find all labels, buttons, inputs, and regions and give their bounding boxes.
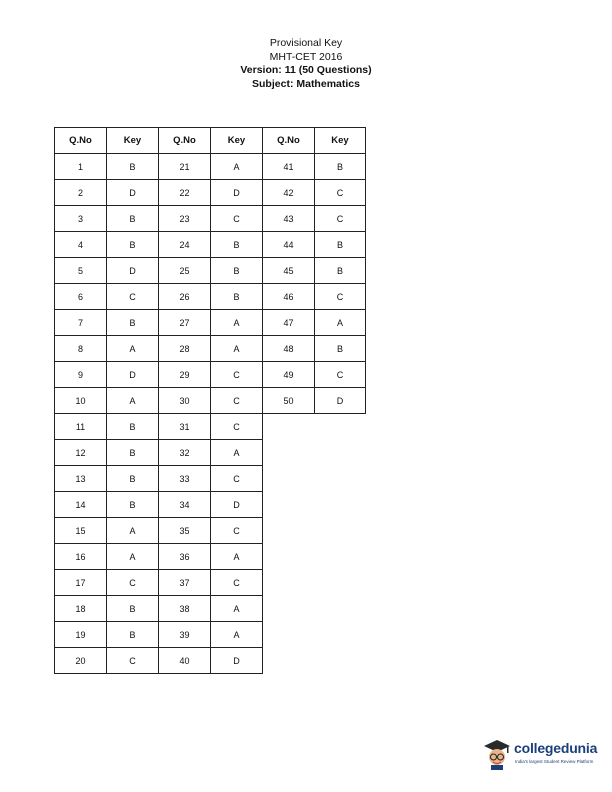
empty-cell	[315, 544, 366, 570]
answer-key-cell: C	[211, 362, 263, 388]
question-number-cell: 48	[263, 336, 315, 362]
logo-tagline: India's largest Student Review Platform	[515, 759, 594, 764]
question-number-cell: 13	[55, 466, 107, 492]
answer-key-cell: B	[107, 154, 159, 180]
question-number-cell: 44	[263, 232, 315, 258]
question-number-cell: 7	[55, 310, 107, 336]
answer-key-cell: A	[211, 336, 263, 362]
answer-key-cell: B	[315, 154, 366, 180]
answer-key-cell: B	[107, 492, 159, 518]
table-row	[55, 154, 366, 180]
answer-key-cell: C	[315, 284, 366, 310]
answer-key-cell: B	[107, 440, 159, 466]
table-row	[55, 648, 366, 674]
question-number-cell: 41	[263, 154, 315, 180]
empty-cell	[263, 492, 315, 518]
empty-cell	[263, 622, 315, 648]
table-row	[55, 492, 366, 518]
table-row	[55, 232, 366, 258]
answer-key-cell: C	[107, 648, 159, 674]
answer-key-cell: B	[211, 258, 263, 284]
answer-key-cell: B	[211, 232, 263, 258]
empty-cell	[263, 440, 315, 466]
table-row	[55, 518, 366, 544]
question-number-cell: 39	[159, 622, 211, 648]
table-row	[55, 180, 366, 206]
answer-key-cell: A	[211, 310, 263, 336]
question-number-cell: 6	[55, 284, 107, 310]
graduate-mascot-icon	[482, 737, 512, 771]
answer-key-cell: D	[107, 180, 159, 206]
answer-key-cell: C	[211, 414, 263, 440]
table-row	[55, 466, 366, 492]
column-header: Q.No	[159, 128, 211, 154]
answer-key-cell: B	[107, 622, 159, 648]
table-row	[55, 622, 366, 648]
empty-cell	[315, 440, 366, 466]
question-number-cell: 37	[159, 570, 211, 596]
table-row	[55, 284, 366, 310]
answer-key-cell: C	[211, 466, 263, 492]
column-header: Key	[315, 128, 366, 154]
question-number-cell: 2	[55, 180, 107, 206]
empty-cell	[263, 648, 315, 674]
question-number-cell: 22	[159, 180, 211, 206]
table-row	[55, 362, 366, 388]
answer-key-cell: A	[107, 518, 159, 544]
question-number-cell: 12	[55, 440, 107, 466]
question-number-cell: 4	[55, 232, 107, 258]
empty-cell	[315, 570, 366, 596]
question-number-cell: 38	[159, 596, 211, 622]
question-number-cell: 50	[263, 388, 315, 414]
answer-key-cell: A	[107, 336, 159, 362]
answer-key-cell: B	[315, 258, 366, 284]
answer-key-cell: D	[315, 388, 366, 414]
question-number-cell: 16	[55, 544, 107, 570]
question-number-cell: 23	[159, 206, 211, 232]
table-row	[55, 336, 366, 362]
question-number-cell: 49	[263, 362, 315, 388]
answer-key-cell: A	[211, 154, 263, 180]
exam-name: MHT-CET 2016	[269, 50, 343, 63]
question-number-cell: 30	[159, 388, 211, 414]
answer-key-cell: D	[211, 180, 263, 206]
answer-key-cell: A	[211, 596, 263, 622]
empty-cell	[263, 466, 315, 492]
answer-key-cell: B	[107, 310, 159, 336]
answer-key-cell: C	[211, 206, 263, 232]
table-header-row	[55, 128, 366, 154]
answer-key-cell: C	[315, 362, 366, 388]
table-row	[55, 414, 366, 440]
table-row	[55, 570, 366, 596]
answer-key-cell: C	[211, 570, 263, 596]
answer-key-cell: C	[107, 284, 159, 310]
table-row	[55, 206, 366, 232]
empty-cell	[315, 518, 366, 544]
question-number-cell: 20	[55, 648, 107, 674]
answer-key-cell: A	[211, 544, 263, 570]
table-row	[55, 544, 366, 570]
table-row	[55, 440, 366, 466]
table-row	[55, 596, 366, 622]
question-number-cell: 33	[159, 466, 211, 492]
question-number-cell: 5	[55, 258, 107, 284]
question-number-cell: 40	[159, 648, 211, 674]
question-number-cell: 42	[263, 180, 315, 206]
question-number-cell: 34	[159, 492, 211, 518]
question-number-cell: 43	[263, 206, 315, 232]
empty-cell	[263, 544, 315, 570]
answer-key-cell: B	[107, 206, 159, 232]
answer-key-cell: B	[315, 232, 366, 258]
answer-key-cell: A	[107, 388, 159, 414]
question-number-cell: 47	[263, 310, 315, 336]
question-number-cell: 29	[159, 362, 211, 388]
column-header: Key	[107, 128, 159, 154]
collegedunia-logo	[482, 735, 604, 775]
empty-cell	[315, 466, 366, 492]
answer-key-cell: B	[211, 284, 263, 310]
question-number-cell: 17	[55, 570, 107, 596]
empty-cell	[263, 570, 315, 596]
question-number-cell: 14	[55, 492, 107, 518]
question-number-cell: 36	[159, 544, 211, 570]
answer-key-cell: A	[211, 440, 263, 466]
answer-key-cell: D	[107, 258, 159, 284]
page-header	[0, 37, 612, 91]
question-number-cell: 10	[55, 388, 107, 414]
answer-key-cell: C	[107, 570, 159, 596]
question-number-cell: 25	[159, 258, 211, 284]
column-header: Q.No	[263, 128, 315, 154]
question-number-cell: 21	[159, 154, 211, 180]
empty-cell	[263, 596, 315, 622]
question-number-cell: 24	[159, 232, 211, 258]
question-number-cell: 45	[263, 258, 315, 284]
question-number-cell: 26	[159, 284, 211, 310]
question-number-cell: 8	[55, 336, 107, 362]
answer-key-cell: B	[107, 232, 159, 258]
question-number-cell: 9	[55, 362, 107, 388]
answer-key-cell: B	[107, 414, 159, 440]
empty-cell	[263, 518, 315, 544]
question-number-cell: 18	[55, 596, 107, 622]
answer-key-cell: B	[107, 466, 159, 492]
question-number-cell: 1	[55, 154, 107, 180]
table-row	[55, 310, 366, 336]
column-header: Q.No	[55, 128, 107, 154]
answer-key-cell: C	[211, 388, 263, 414]
answer-key-cell: A	[107, 544, 159, 570]
question-number-cell: 27	[159, 310, 211, 336]
answer-key-cell: A	[315, 310, 366, 336]
question-number-cell: 3	[55, 206, 107, 232]
column-header: Key	[211, 128, 263, 154]
answer-key-cell: D	[211, 492, 263, 518]
answer-key-cell: A	[211, 622, 263, 648]
answer-key-cell: C	[315, 180, 366, 206]
table-row	[55, 388, 366, 414]
empty-cell	[315, 492, 366, 518]
question-number-cell: 31	[159, 414, 211, 440]
answer-key-cell: D	[107, 362, 159, 388]
answer-key-cell: C	[315, 206, 366, 232]
question-number-cell: 28	[159, 336, 211, 362]
answer-key-cell: C	[211, 518, 263, 544]
empty-cell	[315, 596, 366, 622]
question-number-cell: 11	[55, 414, 107, 440]
answer-key-cell: B	[107, 596, 159, 622]
question-number-cell: 32	[159, 440, 211, 466]
table-row	[55, 258, 366, 284]
version-label: Version: 11 (50 Questions)	[240, 64, 372, 76]
answer-key-cell: D	[211, 648, 263, 674]
question-number-cell: 15	[55, 518, 107, 544]
question-number-cell: 46	[263, 284, 315, 310]
question-number-cell: 19	[55, 622, 107, 648]
question-number-cell: 35	[159, 518, 211, 544]
empty-cell	[315, 622, 366, 648]
answer-key-cell: B	[315, 336, 366, 362]
logo-wordmark: collegedunia	[514, 740, 598, 756]
answer-key-table	[54, 127, 366, 674]
empty-cell	[263, 414, 315, 440]
subject-label: Subject: Mathematics	[252, 77, 360, 90]
empty-cell	[315, 648, 366, 674]
empty-cell	[315, 414, 366, 440]
page-title: Provisional Key	[269, 37, 343, 49]
